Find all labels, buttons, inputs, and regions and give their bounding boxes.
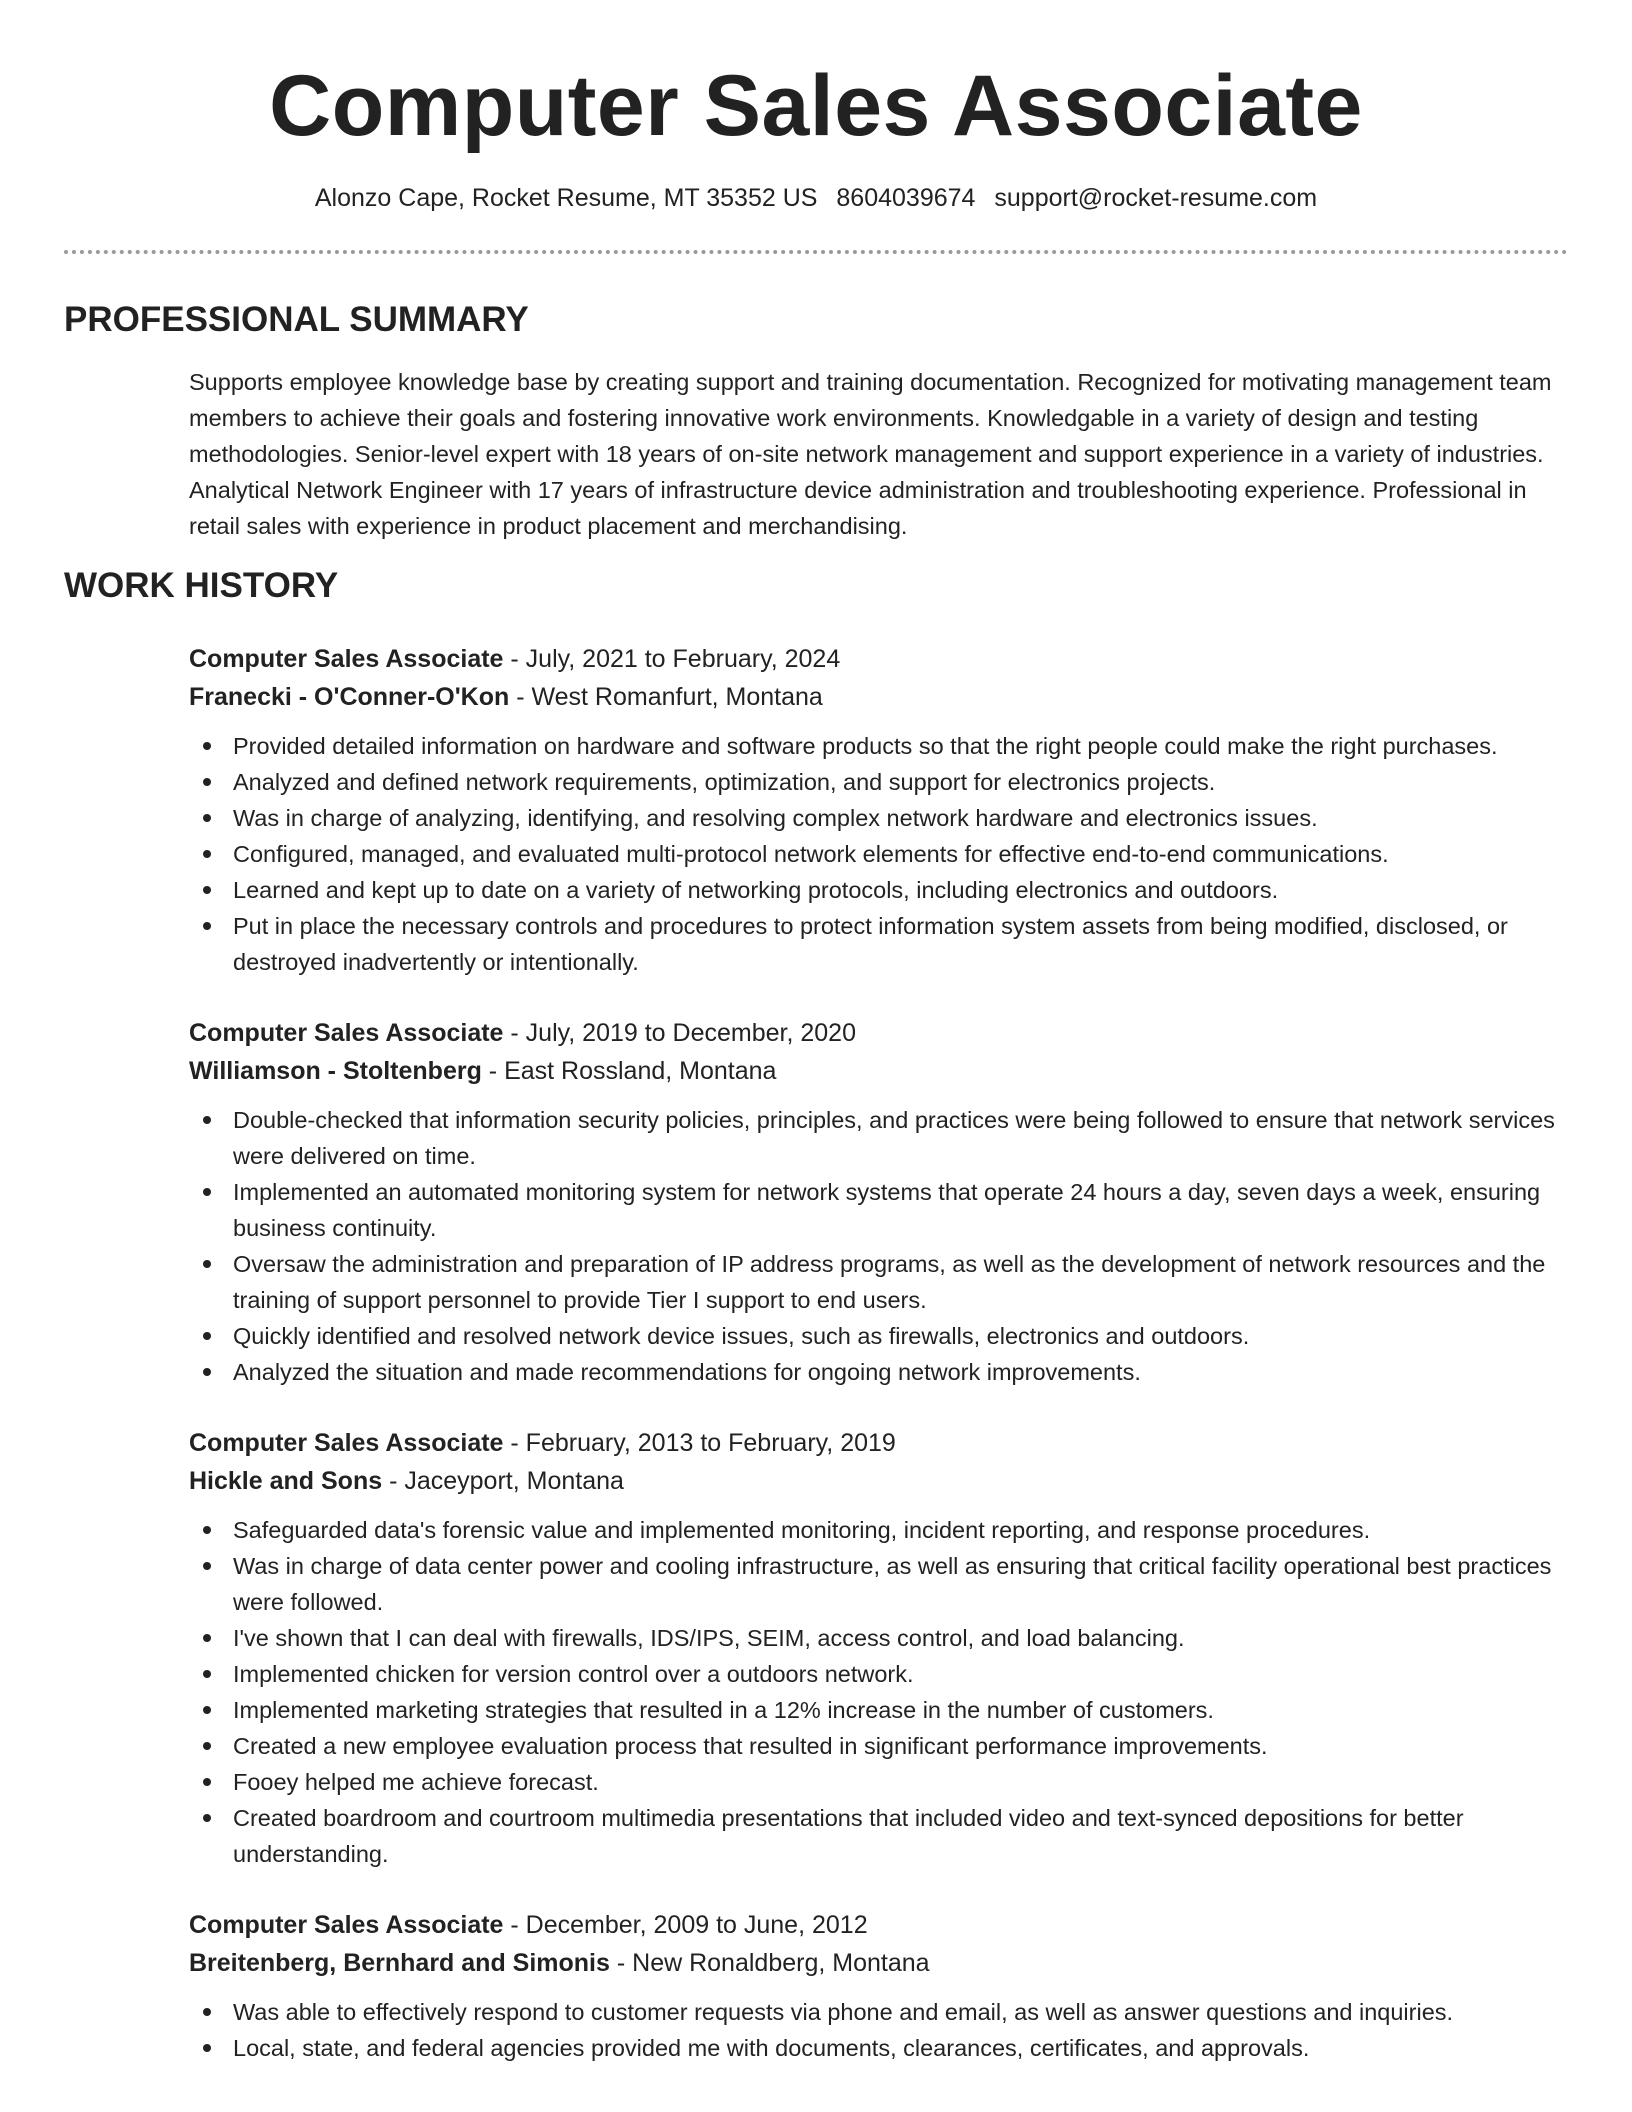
job-bullet-list <box>189 728 1569 980</box>
job-title-line <box>189 1906 1569 1944</box>
job-bullet: Oversaw the administration and preparation of IP address programs, as well as the development of network resources and the training of support personnel to provide Tier I support to end users. <box>233 1246 1569 1318</box>
job-bullet: I've shown that I can deal with firewalls, IDS/IPS, SEIM, access control, and load balancing. <box>233 1620 1569 1656</box>
job-bullet: Put in place the necessary controls and procedures to protect information system assets from being modified, disclosed, or destroyed inadvertently or intentionally. <box>233 908 1569 980</box>
job-bullet: Fooey helped me achieve forecast. <box>233 1764 1569 1800</box>
job-title: Computer Sales Associate <box>189 1019 504 1047</box>
resume-title: Computer Sales Associate <box>269 58 1363 154</box>
job-bullet-list <box>189 1102 1569 1390</box>
job-title: Computer Sales Associate <box>189 645 504 673</box>
job-location: - New Ronaldberg, Montana <box>609 1949 930 1977</box>
job-title-line <box>189 1014 1569 1052</box>
job-entry <box>189 640 1569 980</box>
job-title: Computer Sales Associate <box>189 1429 504 1457</box>
job-dates: - December, 2009 to June, 2012 <box>503 1911 868 1939</box>
job-bullet: Implemented marketing strategies that resulted in a 12% increase in the number of customers. <box>233 1692 1569 1728</box>
header-divider <box>64 250 1568 254</box>
job-entry <box>189 1424 1569 1872</box>
job-bullet: Double-checked that information security policies, principles, and practices were being followed to ensure that network services were delivered on time. <box>233 1102 1569 1174</box>
job-company-line <box>189 1944 1569 1982</box>
job-bullet: Was able to effectively respond to customer requests via phone and email, as well as answer questions and inquiries. <box>233 1994 1569 2030</box>
job-company-line <box>189 1052 1569 1090</box>
job-title-line <box>189 1424 1569 1462</box>
job-bullet-list <box>189 1512 1569 1872</box>
job-dates: - February, 2013 to February, 2019 <box>503 1429 896 1457</box>
job-company: Franecki - O'Conner-O'Kon <box>189 683 510 711</box>
job-bullet: Created boardroom and courtroom multimedia presentations that included video and text-synced depositions for better understanding. <box>233 1800 1569 1872</box>
contact-email: support@rocket-resume.com <box>994 184 1318 212</box>
job-company: Breitenberg, Bernhard and Simonis <box>189 1949 610 1977</box>
job-bullet: Provided detailed information on hardware and software products so that the right people could make the right purchases. <box>233 728 1569 764</box>
job-company: Hickle and Sons <box>189 1467 383 1495</box>
job-bullet: Analyzed the situation and made recommendations for ongoing network improvements. <box>233 1354 1569 1390</box>
job-bullet: Learned and kept up to date on a variety of networking protocols, including electronics and outdoors. <box>233 872 1569 908</box>
summary-text: Supports employee knowledge base by creating support and training documentation. Recognized for motivating management team members to achieve their goals and fostering innovative work environments. Knowledgable in a variety of design and testing methodologies. Senior-level expert with 18 years of on-site network management and support experience in a variety of industries. Analytical Network Engineer with 17 years of infrastructure device administration and troubleshooting experience. Professional in retail sales with experience in product placement and merchandising. <box>189 369 1552 539</box>
job-dates: - July, 2019 to December, 2020 <box>503 1019 856 1047</box>
job-company-line <box>189 1462 1569 1500</box>
job-location: - Jaceyport, Montana <box>382 1467 624 1495</box>
contact-address: Alonzo Cape, Rocket Resume, MT 35352 US <box>314 184 818 212</box>
job-entry <box>189 1014 1569 1390</box>
job-bullet: Created a new employee evaluation process that resulted in significant performance improvements. <box>233 1728 1569 1764</box>
job-bullet: Analyzed and defined network requirements, optimization, and support for electronics projects. <box>233 764 1569 800</box>
job-entry <box>189 1906 1569 2066</box>
job-bullet: Quickly identified and resolved network device issues, such as firewalls, electronics and outdoors. <box>233 1318 1569 1354</box>
job-bullet: Was in charge of analyzing, identifying, and resolving complex network hardware and electronics issues. <box>233 800 1569 836</box>
job-bullet-list <box>189 1994 1569 2066</box>
job-bullet: Local, state, and federal agencies provided me with documents, clearances, certificates, and approvals. <box>233 2030 1569 2066</box>
job-bullet: Was in charge of data center power and cooling infrastructure, as well as ensuring that critical facility operational best practices were followed. <box>233 1548 1569 1620</box>
contact-phone: 8604039674 <box>836 184 976 212</box>
job-location: - East Rossland, Montana <box>481 1057 777 1085</box>
work-history-heading: WORK HISTORY <box>64 566 339 605</box>
summary-heading: PROFESSIONAL SUMMARY <box>64 300 529 339</box>
work-history-list <box>189 640 1569 2100</box>
job-bullet: Implemented chicken for version control over a outdoors network. <box>233 1656 1569 1692</box>
job-location: - West Romanfurt, Montana <box>509 683 823 711</box>
job-bullet: Safeguarded data's forensic value and implemented monitoring, incident reporting, and response procedures. <box>233 1512 1569 1548</box>
job-company-line <box>189 678 1569 716</box>
job-dates: - July, 2021 to February, 2024 <box>503 645 841 673</box>
job-company: Williamson - Stoltenberg <box>189 1057 482 1085</box>
contact-line <box>0 180 1632 216</box>
job-bullet: Configured, managed, and evaluated multi-protocol network elements for effective end-to-end communications. <box>233 836 1569 872</box>
job-bullet: Implemented an automated monitoring system for network systems that operate 24 hours a day, seven days a week, ensuring business continuity. <box>233 1174 1569 1246</box>
job-title-line <box>189 640 1569 678</box>
job-title: Computer Sales Associate <box>189 1911 504 1939</box>
